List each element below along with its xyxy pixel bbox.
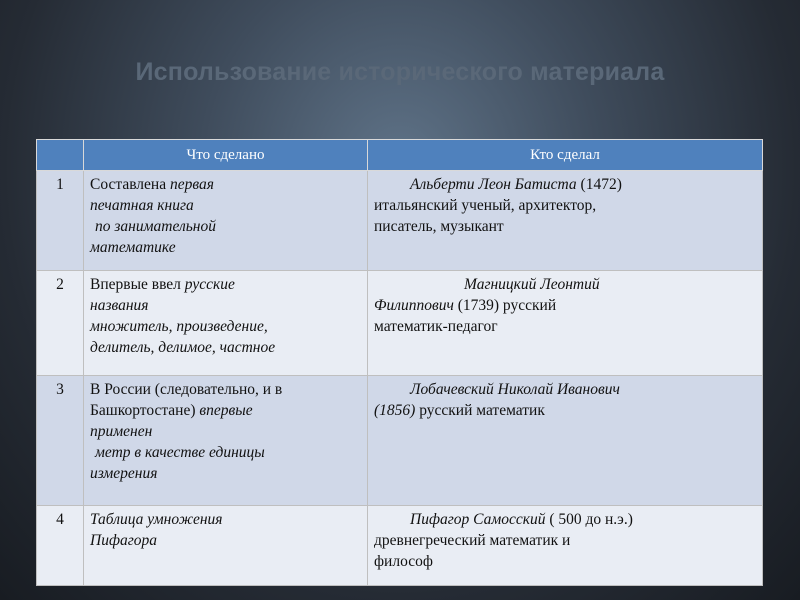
who-name: Магницкий Леонтий [464, 276, 600, 293]
what-text: первая [169, 176, 214, 193]
table-row [37, 506, 763, 586]
who-text: писатель, музыкант [374, 218, 504, 235]
what-text: множитель, произведение, [90, 318, 268, 335]
header-row [37, 140, 763, 171]
who-name: Альберти Леон Батиста [410, 176, 577, 193]
who-text: философ [374, 553, 433, 570]
what-cell [84, 506, 368, 586]
who-text: русский математик [415, 402, 545, 419]
what-text: Составлена [90, 176, 170, 193]
what-text: В России (следовательно, и в [90, 381, 283, 398]
table-row [37, 171, 763, 271]
what-text: названия [90, 297, 149, 314]
who-cell [368, 171, 763, 271]
what-cell [84, 171, 368, 271]
who-year: (1739) русский [453, 297, 557, 314]
who-cell [368, 271, 763, 376]
who-year: ( 500 до н.э.) [545, 511, 633, 528]
who-name: Филиппович [374, 297, 454, 314]
what-text: Пифагора [90, 532, 157, 549]
row-number: 1 [37, 171, 84, 271]
row-number: 3 [37, 376, 84, 506]
history-table [36, 139, 763, 586]
who-text: математик-педагог [374, 318, 498, 335]
who-name: Лобачевский Николай Иванович [410, 381, 620, 398]
who-cell [368, 506, 763, 586]
what-text: Впервые ввел [90, 276, 185, 293]
what-text: Башкортостане) [90, 402, 200, 419]
what-text: метр в качестве единицы [95, 444, 265, 461]
what-text: по занимательной [95, 218, 216, 235]
header-num [37, 140, 84, 171]
who-year: (1856) [374, 402, 416, 419]
what-cell [84, 376, 368, 506]
what-text: измерения [90, 465, 158, 482]
table-row [37, 376, 763, 506]
row-number: 4 [37, 506, 84, 586]
what-text: Таблица умножения [90, 511, 223, 528]
who-name: Пифагор Самосский [410, 511, 546, 528]
what-text: впервые [199, 402, 253, 419]
what-text: математике [90, 239, 176, 256]
what-text: русские [184, 276, 235, 293]
header-what: Что сделано [84, 140, 368, 171]
who-text: древнегреческий математик и [374, 532, 571, 549]
who-cell [368, 376, 763, 506]
what-text: делитель, делимое, частное [90, 339, 276, 356]
who-text: итальянский ученый, архитектор, [374, 197, 597, 214]
header-who: Кто сделал [368, 140, 763, 171]
slide-title: Использование исторического материала [135, 58, 665, 86]
row-number: 2 [37, 271, 84, 376]
table-row [37, 271, 763, 376]
what-text: печатная книга [90, 197, 194, 214]
what-cell [84, 271, 368, 376]
what-text: применен [90, 423, 153, 440]
who-year: (1472) [576, 176, 622, 193]
